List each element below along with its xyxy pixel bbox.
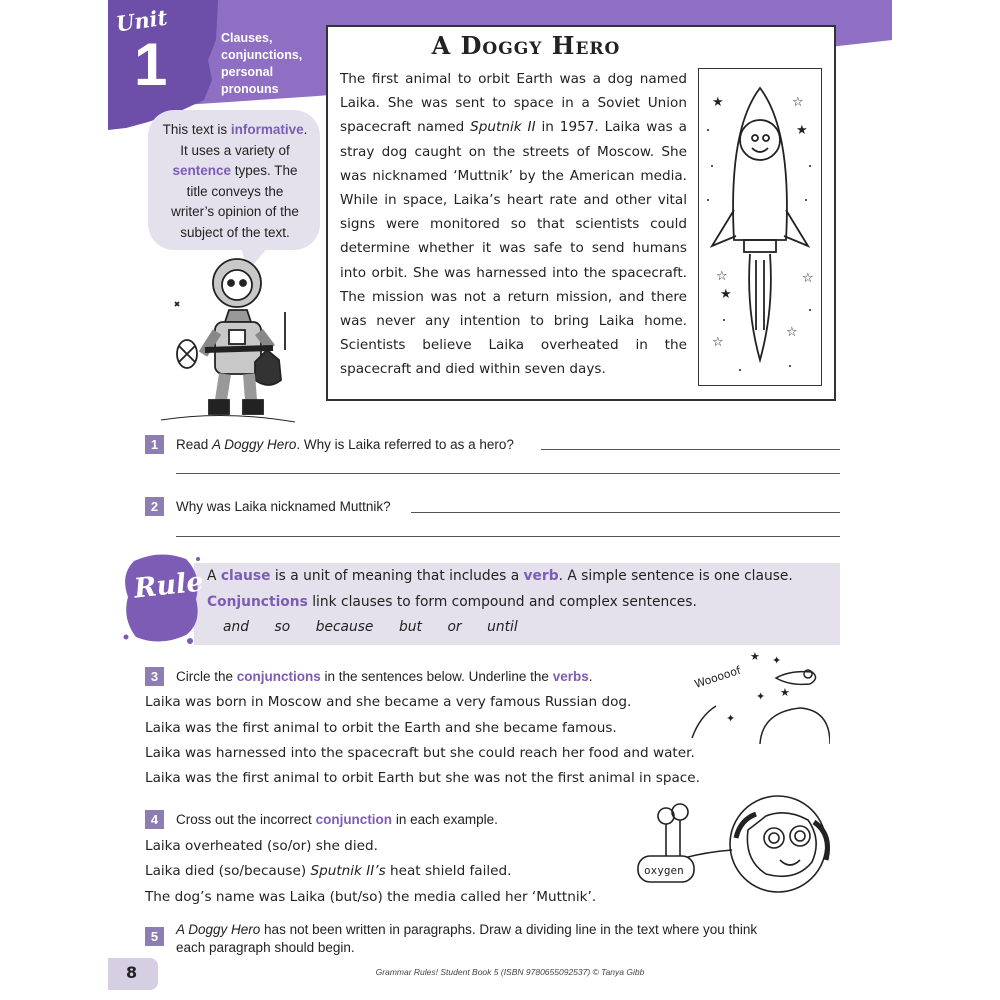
svg-text:✦: ✦ — [756, 690, 766, 703]
conjunction-word: so — [274, 619, 291, 635]
unit-topic: conjunctions, — [221, 48, 303, 62]
practice-sentence[interactable]: Laika overheated (so/or) she died. — [145, 838, 378, 854]
unit-label: Unit — [114, 4, 169, 37]
highlighted-term: sentence — [172, 163, 231, 178]
question-number: 2 — [145, 497, 164, 516]
unit-topic: personal — [221, 65, 274, 79]
practice-sentence[interactable]: Laika was harnessed into the spacecraft but she could reach her food and water. — [145, 745, 695, 761]
bubble-line — [152, 223, 318, 244]
svg-text:☆: ☆ — [786, 325, 798, 340]
svg-text:★: ★ — [750, 650, 760, 663]
rule-badge: Rule — [132, 566, 205, 605]
conjunction-word: because — [315, 619, 374, 635]
question-5-text: each paragraph should begin. — [176, 940, 355, 955]
woof-text: Wooooof — [692, 663, 743, 691]
svg-text:★: ★ — [780, 686, 790, 699]
conjunction-word: or — [447, 619, 462, 635]
practice-sentence[interactable]: Laika was the first animal to orbit Earth but she was not the first animal in space. — [145, 770, 700, 786]
bubble-line — [152, 161, 318, 182]
unit-topics — [221, 30, 321, 98]
bubble-text-segment: . — [303, 122, 308, 137]
svg-text:☆: ☆ — [712, 335, 724, 350]
unit-number: 1 — [134, 31, 168, 98]
bubble-text-segment: It uses a variety of — [180, 142, 290, 158]
svg-text:★: ★ — [796, 123, 808, 138]
bubble-line — [152, 202, 318, 223]
bubble-text-segment: This text is — [162, 122, 231, 137]
bubble-text-segment: subject of the text. — [180, 224, 290, 240]
question-number: 3 — [145, 667, 164, 686]
unit-topic: pronouns — [221, 82, 279, 96]
speech-bubble-text — [152, 120, 318, 243]
bubble-line — [152, 182, 318, 203]
svg-text:☆: ☆ — [792, 95, 804, 110]
page-number: 8 — [126, 963, 138, 982]
story-paragraph: The first animal to orbit Earth was a dog named Laika. She was sent to space in a Soviet Union spacecraft named Sputnik II in 1957. Laika was a stray dog caught on the streets of Moscow. She was nicknamed ‘Muttnik’ by the American media. While in space, Laika’s heart rate and other vital signs were monitored so that scientists could determine whether it was safe to send humans into orbit. She was harnessed into the spacecraft. The mission was not a return mission, and there was never any intention to bring Laika home. Scientists believe Laika overheated in the spacecraft and died within seven days. — [340, 71, 687, 378]
space-dog-doodle — [690, 648, 830, 744]
rule-text-line: A clause is a unit of meaning that includes a verb. A simple sentence is one clause. — [207, 568, 793, 584]
bubble-text-segment: writer’s opinion of the — [171, 204, 299, 219]
practice-sentence[interactable]: Laika died (so/because) Sputnik II’s heat shield failed. — [145, 863, 512, 879]
answer-line[interactable] — [411, 512, 840, 513]
question-4-prompt: Cross out the incorrect conjunction in each example. — [176, 812, 498, 827]
svg-text:✦: ✦ — [726, 712, 736, 725]
rocket-illustration — [700, 70, 820, 384]
conjunction-word: but — [398, 619, 422, 635]
svg-text:☆: ☆ — [716, 269, 728, 284]
answer-line[interactable] — [176, 536, 840, 537]
highlighted-term: informative — [230, 122, 304, 137]
conjunction-word: until — [487, 619, 518, 635]
question-5-text: A Doggy Hero has not been written in paragraphs. Draw a dividing line in the text where you think — [176, 922, 758, 937]
story-title: A Doggy Hero — [431, 31, 621, 60]
question-number: 1 — [145, 435, 164, 454]
svg-text:★: ★ — [712, 95, 724, 110]
unit-topic: Clauses, — [221, 31, 273, 45]
question-2-text: Why was Laika nicknamed Muttnik? — [176, 499, 391, 514]
bubble-line — [152, 141, 318, 162]
story-text — [340, 67, 687, 382]
rule-conjunction-list — [223, 619, 518, 635]
footer-credit: Grammar Rules! Student Book 5 (ISBN 9780655092537) © Tanya Gibb — [375, 967, 645, 977]
bubble-text-segment: title conveys the — [186, 183, 284, 199]
astronaut-illustration — [145, 250, 305, 425]
question-number: 4 — [145, 810, 164, 829]
answer-line[interactable] — [541, 449, 840, 450]
answer-line[interactable] — [176, 473, 840, 474]
question-3-prompt: Circle the conjunctions in the sentences below. Underline the verbs. — [176, 669, 593, 684]
bubble-line — [152, 120, 318, 141]
question-1-text: Read A Doggy Hero. Why is Laika referred to as a hero? — [176, 437, 514, 452]
svg-text:★: ★ — [720, 287, 732, 302]
conjunction-word: and — [223, 619, 249, 635]
oxygen-label: oxygen — [644, 864, 684, 877]
practice-sentence[interactable]: Laika was the first animal to orbit the Earth and she became famous. — [145, 720, 617, 736]
question-number: 5 — [145, 927, 164, 946]
svg-text:☆: ☆ — [802, 271, 814, 286]
astronaut-dog-doodle — [636, 790, 846, 900]
practice-sentence[interactable]: Laika was born in Moscow and she became a very famous Russian dog. — [145, 694, 632, 710]
bubble-text-segment: types. The — [230, 163, 298, 178]
rule-text-line: Conjunctions link clauses to form compound and complex sentences. — [207, 594, 697, 610]
practice-sentence[interactable]: The dog’s name was Laika (but/so) the media called her ‘Muttnik’. — [145, 889, 597, 905]
svg-text:✦: ✦ — [772, 654, 782, 667]
